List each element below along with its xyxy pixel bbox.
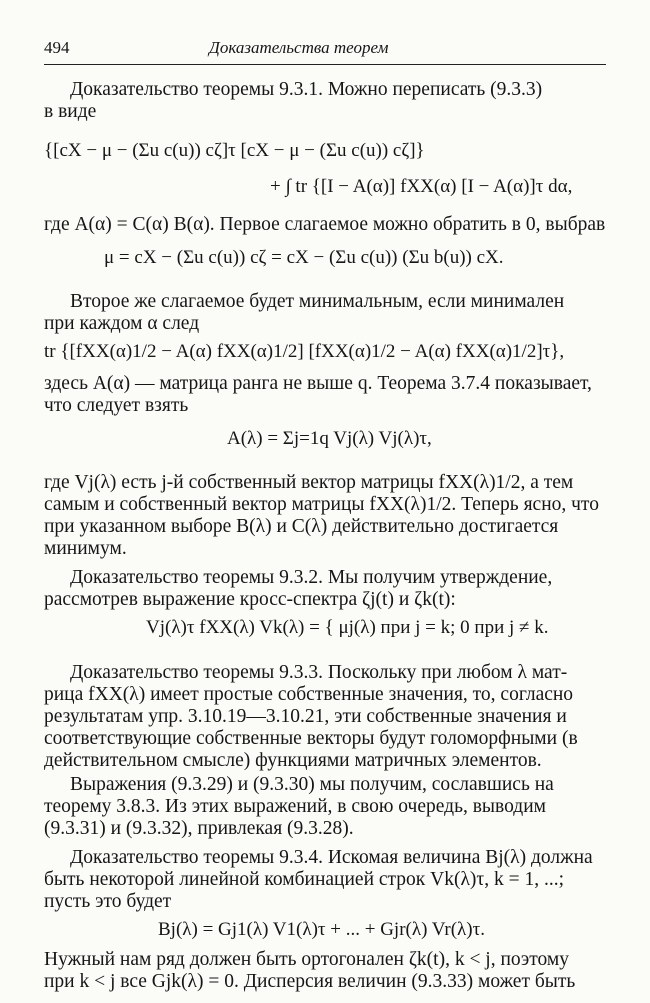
text-line: Доказательство теоремы 9.3.3. Поскольку при любом λ мат- (70, 662, 568, 683)
header-rule (44, 64, 606, 65)
text-line: где Vj(λ) есть j-й собственный вектор матрицы fXX(λ)1/2, а тем (44, 472, 574, 493)
text-line: где A(α) = C(α) B(α). Первое слагаемое можно обратить в 0, выбрав (44, 214, 606, 235)
running-header (44, 38, 606, 64)
text-line: Доказательство теоремы 9.3.4. Искомая величина Bj(λ) должна (70, 847, 593, 868)
page-number: 494 (44, 38, 70, 57)
text-line: Второе же слагаемое будет минимальным, если минимален (70, 291, 565, 312)
formula: {[cX − μ − (Σu c(u)) cζ]τ [cX − μ − (Σu c(u)) cζ]} (44, 140, 425, 161)
text-line: при указанном выборе B(λ) и C(λ) действительно достигается (44, 516, 559, 537)
text-line: быть некоторой линейной комбинацией строк Vk(λ)τ, k = 1, ...; (44, 869, 565, 890)
text-line: что следует взять (44, 395, 189, 416)
formula: + ∫ tr {[I − A(α)] fXX(α) [I − A(α)]τ dα, (270, 176, 573, 197)
text-line: Выражения (9.3.29) и (9.3.30) мы получим, сославшись на (70, 774, 554, 795)
text-line: самым и собственный вектор матрицы fXX(λ)1/2. Теперь ясно, что (44, 494, 599, 515)
text-line: рица fXX(λ) имеет простые собственные значения, то, согласно (44, 684, 574, 705)
formula: μ = cX − (Σu c(u)) cζ = cX − (Σu c(u)) (Σu b(u)) cX. (104, 247, 504, 268)
formula: Bj(λ) = Gj1(λ) V1(λ)τ + ... + Gjr(λ) Vr(λ)τ. (158, 919, 485, 940)
text-line: соответствующие собственные векторы будут голоморфными (в (44, 728, 578, 749)
text-line: при k < j все Gjk(λ) = 0. Дисперсия величин (9.3.33) может быть (44, 971, 576, 992)
text-line: (9.3.31) и (9.3.32), привлекая (9.3.28). (44, 818, 354, 839)
text-line: теорему 3.8.3. Из этих выражений, в свою очередь, выводим (44, 796, 546, 817)
text-line: Доказательство теоремы 9.3.1. Можно переписать (9.3.3) (70, 79, 543, 100)
text-line: пусть это будет (44, 891, 172, 912)
running-title: Доказательства теорем (209, 38, 389, 57)
text-line: Нужный нам ряд должен быть ортогонален ζk(t), k < j, поэтому (44, 949, 570, 970)
text-line: результатам упр. 3.10.19—3.10.21, эти собственные значения и (44, 706, 567, 727)
text-line: действительном смысле) функциями матричных элементов. (44, 750, 542, 771)
formula: A(λ) = Σj=1q Vj(λ) Vj(λ)τ, (227, 428, 432, 449)
text-line: при каждом α след (44, 313, 200, 334)
text-line: минимум. (44, 538, 127, 559)
text-line: рассмотрев выражение кросс-спектра ζj(t) и ζk(t): (44, 589, 456, 610)
text-line: в виде (44, 101, 97, 122)
formula: Vj(λ)τ fXX(λ) Vk(λ) = { μj(λ) при j = k; 0 при j ≠ k. (146, 617, 549, 638)
text-line: здесь A(α) — матрица ранга не выше q. Теорема 3.7.4 показывает, (44, 373, 592, 394)
text-line: Доказательство теоремы 9.3.2. Мы получим утверждение, (70, 567, 553, 588)
formula: tr {[fXX(α)1/2 − A(α) fXX(α)1/2] [fXX(α)1/2 − A(α) fXX(α)1/2]τ}, (44, 341, 565, 362)
